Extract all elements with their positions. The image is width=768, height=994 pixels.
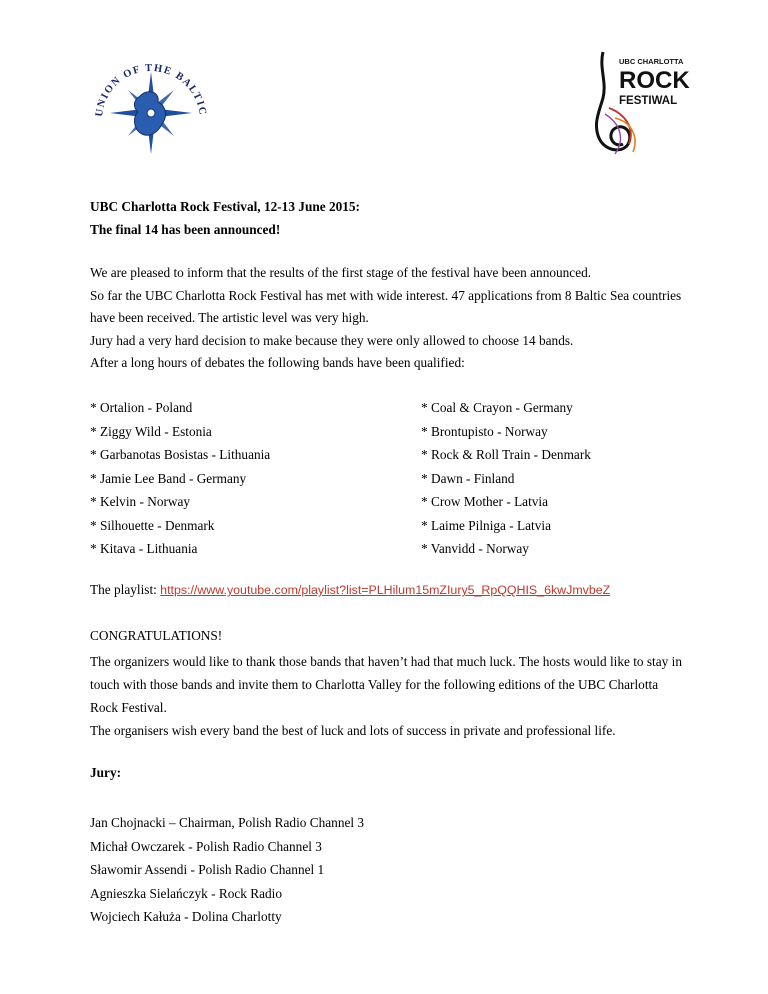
jury-member: Sławomir Assendi - Polish Radio Channel 1 xyxy=(90,862,325,877)
band-item: * Dawn - Finland xyxy=(421,470,515,486)
svg-text:UNION OF THE BALTIC CITIES: UNION OF THE BALTIC xyxy=(93,62,208,118)
band-item: * Ziggy Wild - Estonia xyxy=(90,423,212,439)
intro-line: After a long hours of debates the following bands have been qualified: xyxy=(90,355,465,370)
ubc-logo xyxy=(88,58,214,168)
bands-list-left xyxy=(90,396,270,561)
band-item: * Kitava - Lithuania xyxy=(90,541,198,556)
band-item: * Silhouette - Denmark xyxy=(90,517,215,533)
intro-line: Jury had a very hard decision to make because they were only allowed to choose 14 bands. xyxy=(90,332,574,348)
intro-line: We are pleased to inform that the results of the first stage of the festival have been announced. xyxy=(90,265,592,280)
band-item: * Rock & Roll Train - Denmark xyxy=(421,447,591,462)
jury-heading: Jury: xyxy=(90,765,122,780)
band-item: * Garbanotas Bosistas - Lithuania xyxy=(90,447,271,462)
jury-member: Michał Owczarek - Polish Radio Channel 3 xyxy=(90,838,322,854)
band-item: * Jamie Lee Band - Germany xyxy=(90,470,247,486)
band-item: * Brontupisto - Norway xyxy=(421,423,548,439)
playlist-line xyxy=(90,582,610,598)
svg-text:UBC CHARLOTTA: UBC CHARLOTTA xyxy=(619,57,684,66)
band-item: * Coal & Crayon - Germany xyxy=(421,400,573,415)
svg-text:FESTIWAL: FESTIWAL xyxy=(619,95,678,107)
jury-member: Jan Chojnacki – Chairman, Polish Radio Channel 3 xyxy=(90,815,365,830)
playlist-link[interactable]: https://www.youtube.com/playlist?list=PLHilum15mZIury5_RpQQHIS_6kwJmvbeZ xyxy=(160,583,611,597)
document-subtitle: The final 14 has been announced! xyxy=(90,222,281,237)
band-item: * Crow Mother - Latvia xyxy=(421,494,549,509)
closing-text xyxy=(90,650,682,742)
congratulations-text: CONGRATULATIONS! xyxy=(90,628,223,643)
band-item: * Kelvin - Norway xyxy=(90,494,191,509)
bands-list-right xyxy=(421,396,591,561)
jury-member: Agnieszka Sielańczyk - Rock Radio xyxy=(90,885,283,901)
closing-paragraph: The organisers wish every band the best of luck and lots of success in private and professional life. xyxy=(90,723,616,738)
intro-line: So far the UBC Charlotta Rock Festival has met with wide interest. 47 applications from 8 Baltic Sea countries have been received. The artistic level was very high. xyxy=(90,287,682,325)
band-item: * Laime Pilniga - Latvia xyxy=(421,517,551,533)
jury-list xyxy=(90,811,364,929)
svg-text:ROCK: ROCK xyxy=(619,67,690,94)
closing-paragraph: The organizers would like to thank those bands that haven’t had that much luck. The hosts would like to stay in touch with those bands and invite them to Charlotta Valley for the following editions of the UBC Charlotta Rock Festival. xyxy=(90,654,682,715)
intro-text xyxy=(90,262,690,375)
festival-logo xyxy=(585,48,693,160)
band-item: * Ortalion - Poland xyxy=(90,400,193,415)
playlist-label: The playlist: xyxy=(90,582,157,597)
band-item: * Vanvidd - Norway xyxy=(421,541,529,556)
jury-member: Wojciech Kałuża - Dolina Charlotty xyxy=(90,909,282,924)
document-title: UBC Charlotta Rock Festival, 12-13 June 2015: xyxy=(90,199,360,214)
